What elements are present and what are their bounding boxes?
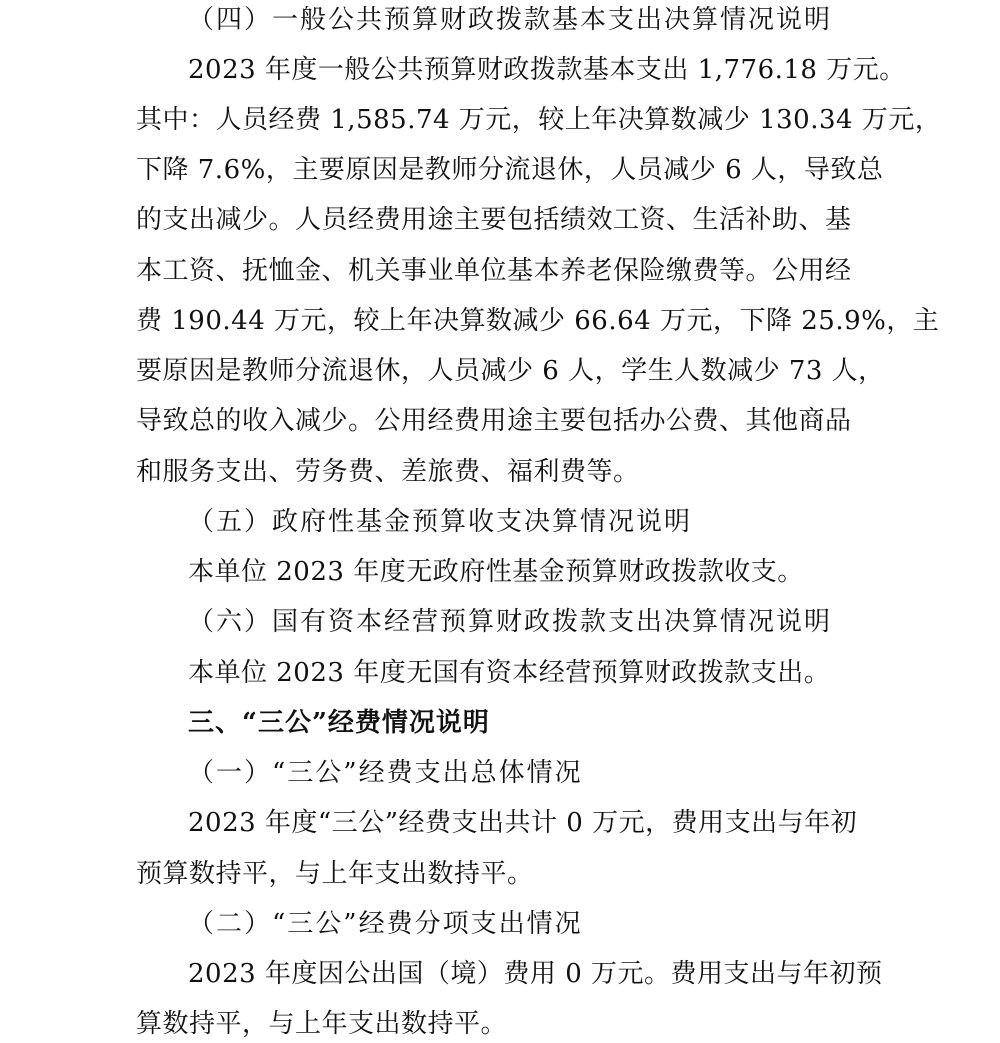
section-4-paragraph-line: 要原因是教师分流退休，人员减少 6 人，学生人数减少 73 人， xyxy=(136,356,885,386)
section-5-heading: （五）政府性基金预算收支决算情况说明 xyxy=(188,507,693,537)
part-3-sub-2-paragraph-line: 2023 年度因公出国（境）费用 0 万元。费用支出与年初预 xyxy=(188,959,883,989)
section-4-paragraph-line: 其中：人员经费 1,585.74 万元，较上年决算数减少 130.34 万元， xyxy=(136,105,942,135)
section-5-paragraph: 本单位 2023 年度无政府性基金预算财政拨款收支。 xyxy=(188,557,804,587)
section-4-paragraph-line: 2023 年度一般公共预算财政拨款基本支出 1,776.18 万元。 xyxy=(188,55,906,85)
section-4-paragraph-line: 的支出减少。人员经费用途主要包括绩效工资、生活补助、基 xyxy=(136,205,852,235)
section-6-heading: （六）国有资本经营预算财政拨款支出决算情况说明 xyxy=(188,607,833,637)
part-3-sub-2-paragraph-line: 算数持平，与上年支出数持平。 xyxy=(136,1009,508,1039)
part-3-sub-1-paragraph-line: 2023 年度“三公”经费支出共计 0 万元，费用支出与年初 xyxy=(188,808,858,838)
section-4-paragraph-line: 本工资、抚恤金、机关事业单位基本养老保险缴费等。公用经 xyxy=(136,256,852,286)
section-4-paragraph-line: 下降 7.6%，主要原因是教师分流退休，人员减少 6 人，导致总 xyxy=(136,155,884,185)
section-4-paragraph-line: 导致总的收入减少。公用经费用途主要包括办公费、其他商品 xyxy=(136,406,852,436)
part-3-sub-2-heading: （二）“三公”经费分项支出情况 xyxy=(188,909,583,939)
section-4-heading: （四）一般公共预算财政拨款基本支出决算情况说明 xyxy=(188,5,833,35)
section-4-paragraph-line: 费 190.44 万元，较上年决算数减少 66.64 万元，下降 25.9%，主 xyxy=(136,306,940,336)
part-3-sub-1-paragraph-line: 预算数持平，与上年支出数持平。 xyxy=(136,859,534,889)
section-4-paragraph-line: 和服务支出、劳务费、差旅费、福利费等。 xyxy=(136,457,640,487)
part-3-heading: 三、“三公”经费情况说明 xyxy=(188,708,490,738)
section-6-paragraph: 本单位 2023 年度无国有资本经营预算财政拨款支出。 xyxy=(188,658,831,688)
part-3-sub-1-heading: （一）“三公”经费支出总体情况 xyxy=(188,758,583,788)
